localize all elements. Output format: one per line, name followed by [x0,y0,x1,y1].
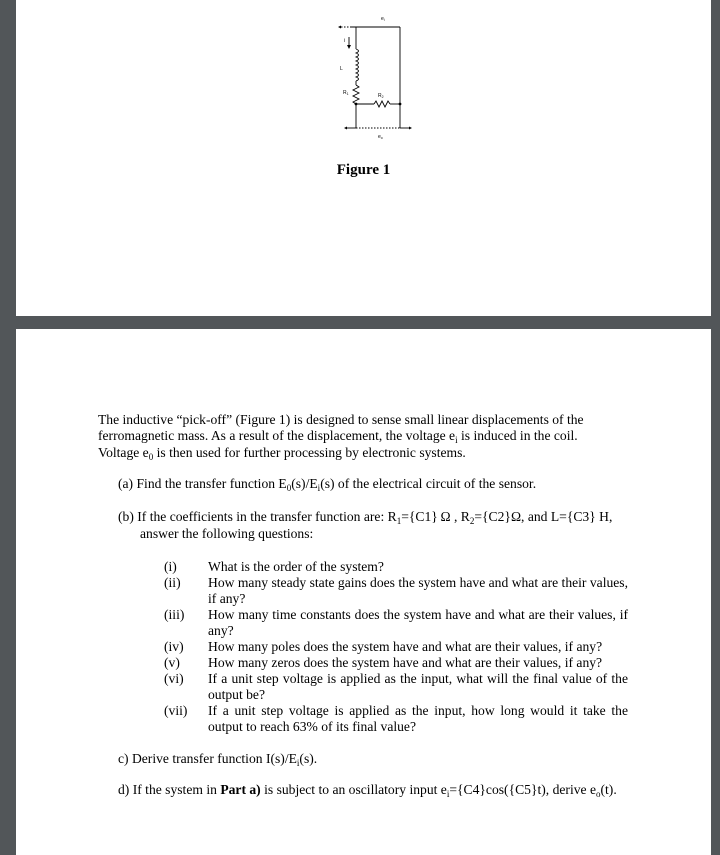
qb-sub-2: 2 [469,516,475,526]
sub-question-iii [162,607,628,639]
intro-line-2a: ferromagnetic mass. As a result of the displacement, the voltage e [98,428,456,443]
qa-text-c: (s) of the electrical circuit of the sensor. [320,476,537,491]
qa-text-a: (a) Find the transfer function E [118,476,287,491]
sub-question-number: (i) [164,559,177,574]
label-eo: $e_o$ [378,134,383,140]
label-r2: $R_2$ [378,93,384,99]
label-inductor: L [340,66,343,72]
intro-line-2b: is induced in the coil. [457,428,578,443]
label-ei: $e_i$ [381,16,385,22]
qb-text-b: ={C1} Ω , R [401,509,470,524]
resistor-r2 [374,101,390,107]
sub-question-list [162,559,628,735]
qd-bold-part: Part a) [220,782,261,797]
qd-sub-2: o [595,789,601,799]
sub-question-ii [162,575,628,607]
sub-question-i [162,559,628,575]
qb-sub-1: 1 [396,516,402,526]
sub-question-text: How many steady state gains does the system have and what are their values, if any? [208,575,628,606]
qd-text-d: (t). [600,782,617,797]
intro-line-1: The inductive “pick-off” (Figure 1) is designed to sense small linear displacements of the [98,412,584,427]
sub-question-vi [162,671,628,703]
output-arrow-right [409,127,412,130]
question-a [118,476,628,493]
intro-line-3b: is then used for further processing by electronic systems. [153,445,466,460]
intro-sub-i: i [455,435,458,445]
sub-question-number: (iii) [164,607,185,622]
sub-question-iv [162,639,628,655]
page-2 [16,329,711,855]
intro-paragraph [98,412,628,462]
sub-question-text: How many poles does the system have and what are their values, if any? [208,639,603,654]
question-d [118,782,628,799]
qb-wrap [118,509,628,542]
label-r1: $R_1$ [343,90,349,96]
sub-question-number: (vii) [164,703,188,718]
node-left [355,103,358,106]
sub-question-number: (v) [164,655,180,670]
output-arrow-left [344,127,347,130]
sub-question-text: If a unit step voltage is applied as the input, how long would it take the output to reach 63% of its final value? [208,703,628,734]
qd-text-a: d) If the system in [118,782,221,797]
sub-question-text: How many time constants does the system have and what are their values, if any? [208,607,628,638]
intro-sub-0: 0 [148,452,154,462]
sub-question-text: What is the order of the system? [208,559,384,574]
sub-question-text: If a unit step voltage is applied as the input, what will the final value of the output be? [208,671,628,702]
question-b [118,509,628,542]
circuit-diagram [323,5,413,140]
label-current: i [344,38,346,44]
qb-text-c: ={C2}Ω, and L={C3} H, answer the following questions: [140,509,613,541]
qc-text-a: c) Derive transfer function I(s)/E [118,751,297,766]
qc-text-b: (s). [299,751,318,766]
current-arrow-head [347,45,351,49]
qb-text-a: (b) If the coefficients in the transfer function are: R [118,509,397,524]
qa-sub-2: i [317,483,321,493]
sub-question-vii [162,703,628,735]
qa-text-b: (s)/E [291,476,318,491]
sub-question-number: (iv) [164,639,184,654]
question-c [118,751,628,768]
qc-sub: i [296,758,300,768]
problem-text [98,412,628,799]
inductor-coil [356,49,359,81]
figure-caption: Figure 1 [336,162,391,178]
node-right [399,103,402,106]
intro-line-3a: Voltage e [98,445,149,460]
sub-question-number: (vi) [164,671,184,686]
sub-question-text: How many zeros does the system have and what are their values, if any? [208,655,603,670]
sub-question-number: (ii) [164,575,181,590]
page-1 [16,0,711,316]
qd-text-c: ={C4}cos({C5}t), derive e [449,782,596,797]
qd-text-b: is subject to an oscillatory input e [260,782,447,797]
qa-sub-1: 0 [286,483,292,493]
input-arrow-left [338,26,341,29]
sub-question-v [162,655,628,671]
qd-sub-1: i [446,789,450,799]
resistor-r1 [353,85,359,104]
